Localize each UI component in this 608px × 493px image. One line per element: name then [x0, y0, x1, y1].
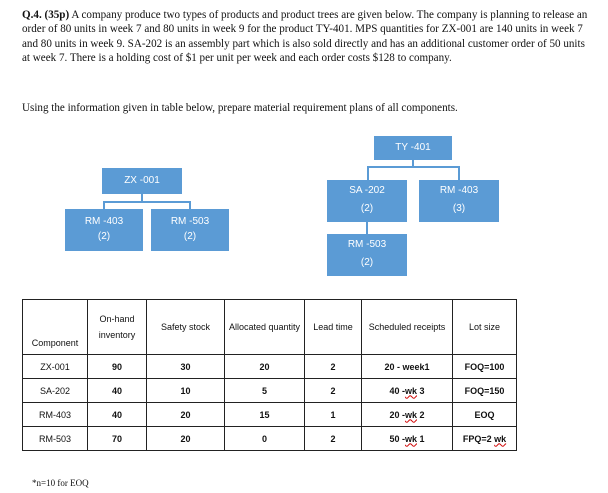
cell-on-hand: 40 [88, 403, 147, 427]
tree-connector [458, 166, 460, 180]
tree-connector [367, 166, 460, 168]
question-number: Q.4. (35p) [22, 9, 70, 21]
cell-allocated: 20 [225, 355, 305, 379]
tree-node-zx001: ZX -001 [102, 168, 182, 194]
question-text [22, 8, 588, 65]
cell-safety: 20 [147, 403, 225, 427]
header-scheduled-receipts: Scheduled receipts [362, 300, 453, 355]
cell-on-hand: 70 [88, 427, 147, 451]
cell-allocated: 15 [225, 403, 305, 427]
tree-connector [103, 201, 105, 209]
header-on-hand: On-hand inventory [88, 300, 147, 355]
tree-node-rm503: RM -503 (2) [151, 209, 229, 251]
cell-component: RM-403 [23, 403, 88, 427]
cell-safety: 10 [147, 379, 225, 403]
component-data-table [22, 299, 517, 451]
cell-allocated: 0 [225, 427, 305, 451]
cell-component: SA-202 [23, 379, 88, 403]
cell-lot-size: EOQ [453, 403, 517, 427]
header-lead-time: Lead time [305, 300, 362, 355]
cell-on-hand: 40 [88, 379, 147, 403]
tree-connector [367, 166, 369, 180]
tree-node-ty401: TY -401 [374, 136, 452, 160]
tree-node-rm403: RM -403 (2) [65, 209, 143, 251]
instruction-text: Using the information given in table below, prepare material requirement plans of all components. [22, 102, 458, 114]
cell-lead: 2 [305, 379, 362, 403]
cell-receipts: 20 - week1 [362, 355, 453, 379]
cell-lead: 2 [305, 355, 362, 379]
cell-lot-size: FOQ=150 [453, 379, 517, 403]
cell-on-hand: 90 [88, 355, 147, 379]
tree-node-sa202: SA -202 (2) [327, 180, 407, 222]
cell-allocated: 5 [225, 379, 305, 403]
cell-lead: 2 [305, 427, 362, 451]
footnote: *n=10 for EOQ [32, 478, 89, 488]
cell-receipts: 50 -wk 1 [362, 427, 453, 451]
cell-lot-size: FOQ=100 [453, 355, 517, 379]
header-lot-size: Lot size [453, 300, 517, 355]
header-safety-stock: Safety stock [147, 300, 225, 355]
cell-lot-size: FPQ=2 wk [453, 427, 517, 451]
cell-safety: 20 [147, 427, 225, 451]
table-row [23, 355, 517, 379]
tree-connector [103, 201, 191, 203]
cell-safety: 30 [147, 355, 225, 379]
header-allocated: Allocated quantity [225, 300, 305, 355]
cell-component: RM-503 [23, 427, 88, 451]
tree-node-rm503: RM -503 (2) [327, 234, 407, 276]
table-row [23, 427, 517, 451]
header-component: Component [23, 300, 88, 355]
cell-component: ZX-001 [23, 355, 88, 379]
tree-node-rm403: RM -403 (3) [419, 180, 499, 222]
tree-connector [189, 201, 191, 209]
cell-lead: 1 [305, 403, 362, 427]
cell-receipts: 40 -wk 3 [362, 379, 453, 403]
tree-connector [366, 222, 368, 234]
cell-receipts: 20 -wk 2 [362, 403, 453, 427]
question-body: A company produce two types of products and product trees are given below. The company is planning to release an order of 80 units in week 7 and 80 units in week 9 for the product TY-401. MPS quantities for ZX-001 are 140 units in week 7 and 80 units in week 9. SA-202 is an assembly part which is also sold directly and has an additional customer order of 50 units at week 7. There is a holding cost of $1 per unit per week and each order costs $128 to company. [22, 9, 588, 64]
table-row [23, 379, 517, 403]
table-row [23, 403, 517, 427]
